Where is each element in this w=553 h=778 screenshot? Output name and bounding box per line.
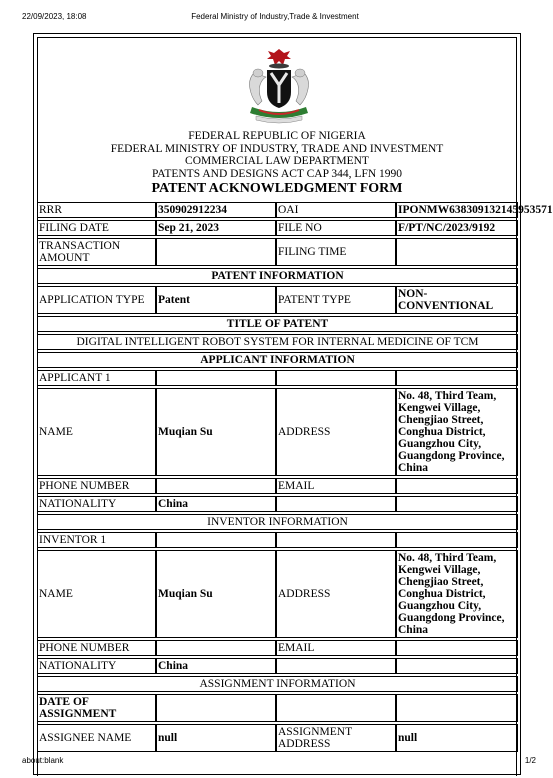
print-url: about:blank (22, 756, 64, 765)
form-title: PATENT ACKNOWLEDGMENT FORM (151, 181, 403, 196)
applicant-nationality-value: China (156, 496, 276, 512)
applicant-phone-label: PHONE NUMBER (37, 478, 156, 494)
assignment-information-section: ASSIGNMENT INFORMATION (37, 676, 518, 692)
applicant-email-label: EMAIL (276, 478, 396, 494)
inventor-information-section: INVENTOR INFORMATION (37, 514, 518, 530)
patent-title-value: DIGITAL INTELLIGENT ROBOT SYSTEM FOR INTERNAL MEDICINE OF TCM (37, 334, 518, 350)
patent-type-value: NON-CONVENTIONAL (396, 286, 518, 314)
print-page-count: 1/2 (524, 756, 536, 765)
heading-act: PATENTS AND DESIGNS ACT CAP 344, LFN 1990 (151, 167, 403, 180)
applicant-nationality-row (37, 496, 518, 512)
assignment-address-value: null (396, 724, 518, 752)
filing-time-value (396, 238, 518, 266)
oai-label: OAI (276, 202, 396, 218)
applicant-address-value: No. 48, Third Team, Kengwei Village, Chengjiao Street, Conghua District, Guangzhou City, Guangdong Province, China (396, 388, 518, 476)
assignee-name-value: null (156, 724, 276, 752)
inventor-address-label: ADDRESS (276, 550, 396, 638)
form-table (37, 200, 553, 754)
applicant-email-value (396, 478, 518, 494)
transaction-amount-value (156, 238, 276, 266)
transaction-row (37, 238, 518, 266)
applicant-name-row (37, 388, 518, 476)
filing-date-value: Sep 21, 2023 (156, 220, 276, 236)
inventor-phone-label: PHONE NUMBER (37, 640, 156, 656)
application-type-value: Patent (156, 286, 276, 314)
form-outer-frame (33, 33, 553, 775)
applicant-heading: APPLICANT 1 (37, 370, 156, 386)
inventor-name-label: NAME (37, 550, 156, 638)
inventor-email-value (396, 640, 518, 656)
applicant-name-label: NAME (37, 388, 156, 476)
rrr-row (37, 202, 518, 218)
rrr-value: 350902912234 (156, 202, 276, 218)
inventor-phone-row (37, 640, 518, 656)
assignment-date-row (37, 694, 518, 722)
application-type-row (37, 286, 518, 314)
inventor-address-value: No. 48, Third Team, Kengwei Village, Chengjiao Street, Conghua District, Guangzhou City, Guangdong Province, China (396, 550, 518, 638)
applicant-phone-row (37, 478, 518, 494)
assignee-row (37, 724, 518, 752)
coat-of-arms-icon (234, 43, 324, 128)
inventor-heading-row (37, 532, 518, 548)
assignee-name-label: ASSIGNEE NAME (37, 724, 156, 752)
applicant-address-label: ADDRESS (276, 388, 396, 476)
patent-type-label: PATENT TYPE (276, 286, 396, 314)
oai-value: IPONMW638309132145953571 (398, 204, 553, 216)
inventor-nationality-label: NATIONALITY (37, 658, 156, 674)
filing-date-row (37, 220, 518, 236)
inventor-name-value: Muqian Su (156, 550, 276, 638)
heading-department: COMMERCIAL LAW DEPARTMENT (185, 155, 369, 167)
rrr-label: RRR (37, 202, 156, 218)
form-heading (38, 130, 516, 197)
applicant-name-value: Muqian Su (156, 388, 276, 476)
assignment-date-label: DATE OF ASSIGNMENT (37, 694, 156, 722)
inventor-nationality-value: China (156, 658, 276, 674)
inventor-email-label: EMAIL (276, 640, 396, 656)
print-datetime: 22/09/2023, 18:08 (22, 12, 87, 21)
print-page-title: Federal Ministry of Industry,Trade & Investment (191, 12, 359, 21)
applicant-information-section: APPLICANT INFORMATION (37, 352, 518, 368)
applicant-phone-value (156, 478, 276, 494)
inventor-nationality-row (37, 658, 518, 674)
inventor-name-row (37, 550, 518, 638)
filing-date-label: FILING DATE (37, 220, 156, 236)
transaction-amount-label: TRANSACTION AMOUNT (37, 238, 156, 266)
heading-ministry: FEDERAL MINISTRY OF INDUSTRY, TRADE AND INVESTMENT (110, 142, 444, 155)
filing-time-label: FILING TIME (276, 238, 396, 266)
assignment-address-label: ASSIGNMENT ADDRESS (276, 724, 396, 752)
file-no-value: F/PT/NC/2023/9192 (396, 220, 518, 236)
title-of-patent-section: TITLE OF PATENT (37, 316, 518, 332)
file-no-label: FILE NO (276, 220, 396, 236)
heading-country: FEDERAL REPUBLIC OF NIGERIA (188, 130, 366, 142)
form-inner-frame (37, 37, 553, 776)
inventor-phone-value (156, 640, 276, 656)
application-type-label: APPLICATION TYPE (37, 286, 156, 314)
patent-information-section: PATENT INFORMATION (37, 268, 518, 284)
assignment-date-value (156, 694, 276, 722)
applicant-nationality-label: NATIONALITY (37, 496, 156, 512)
inventor-heading: INVENTOR 1 (37, 532, 156, 548)
applicant-heading-row (37, 370, 518, 386)
